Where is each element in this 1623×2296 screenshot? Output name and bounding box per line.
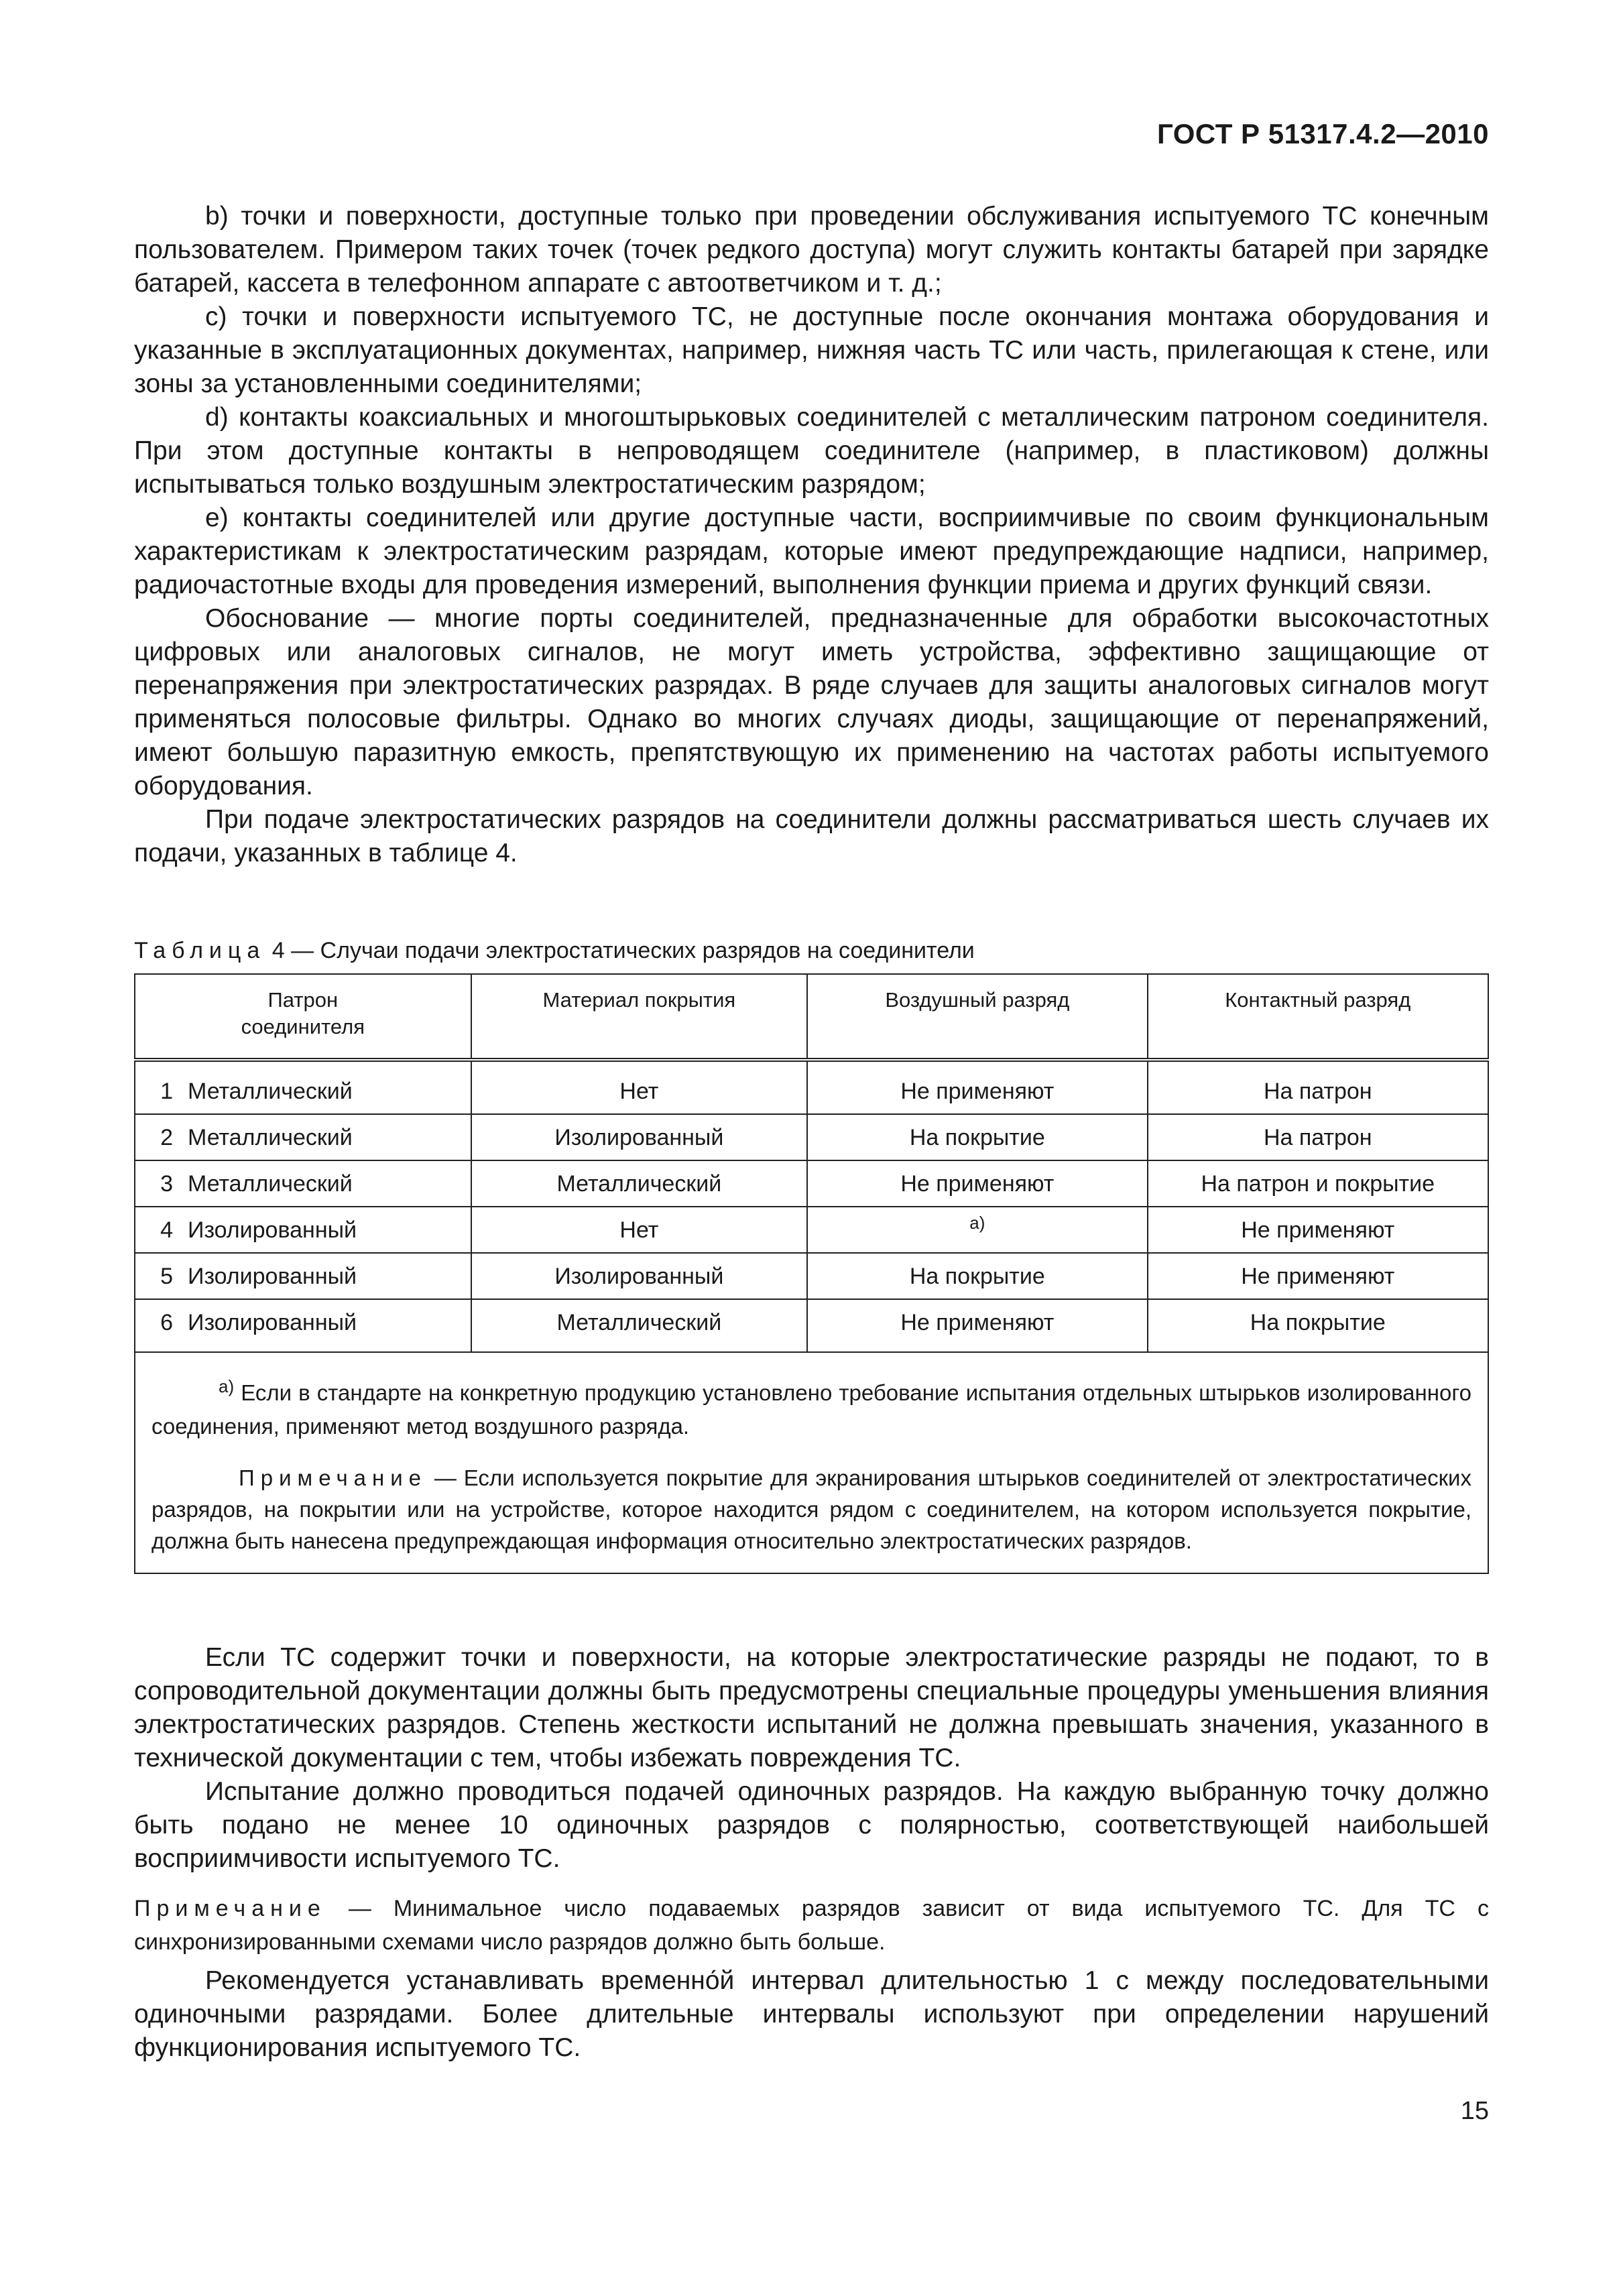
cell-coating: Изолированный: [471, 1253, 808, 1299]
cell-contact: На патрон: [1148, 1060, 1488, 1114]
cell-shell: [135, 1207, 471, 1253]
cell-air: На покрытие: [807, 1114, 1147, 1160]
cell-shell: [135, 1114, 471, 1160]
paragraph-c: c) точки и поверхности испытуемого ТС, не доступные после окончания монтажа оборудования и указанные в эксплуатационных документах, например, нижняя часть ТС или часть, прилегающая к стене, или зоны за установленными соединителями;: [134, 302, 1489, 398]
cell-contact: На патрон и покрытие: [1148, 1160, 1488, 1207]
table-row: [135, 1160, 1488, 1207]
cell-contact: Не применяют: [1148, 1207, 1488, 1253]
paragraph-rationale: Обоснование — многие порты соединителей, предназначенные для обработки высокочастотных цифровых или аналоговых сигналов, не могут иметь устройства, эффективно защищающие от перенапряжения при электростатических разрядах. В ряде случаев для защиты аналоговых сигналов могут применяться полосовые фильтры. Однако во многих случаях диоды, защищающие от перенапряжений, имеют большую паразитную емкость, препятствующую их применению на частотах работы испытуемого оборудования.: [134, 604, 1489, 800]
header-coating-material: Материал покрытия: [471, 974, 808, 1060]
paragraph-b: b) точки и поверхности, доступные только при проведении обслуживания испытуемого ТС конечным пользователем. Примером таких точек (точек редкого доступа) могут служить контакты батарей при зарядке батарей, кассета в телефонном аппарате с автоответчиком и т. д.;: [134, 202, 1489, 298]
cell-coating: Изолированный: [471, 1114, 808, 1160]
cell-coating: Нет: [471, 1060, 808, 1114]
header-air-discharge: Воздушный разряд: [807, 974, 1147, 1060]
cell-shell: [135, 1160, 471, 1207]
footnote-marker: а): [219, 1376, 235, 1396]
note2-label: Примечание: [134, 1896, 326, 1921]
footnote-ref: а): [969, 1212, 985, 1233]
cell-air: [807, 1207, 1147, 1253]
cell-coating: Металлический: [471, 1160, 808, 1207]
paragraph-e: e) контакты соединителей или другие доступные части, восприимчивые по своим функциональным характеристикам к электростатическим разрядам, которые имеют предупреждающие надписи, например, радиочастотные входы для проведения измерений, выполнения функции приема и других функций связи.: [134, 503, 1489, 599]
text-block-3: [134, 1964, 1489, 2065]
header-connector-shell: [135, 974, 471, 1060]
note-label: Примечание: [239, 1465, 428, 1490]
row-number: 1: [160, 1078, 173, 1104]
cell-air: Не применяют: [807, 1160, 1147, 1207]
table-row: [135, 1253, 1488, 1299]
cell-air: Не применяют: [807, 1299, 1147, 1352]
shell-value: Металлический: [188, 1170, 353, 1197]
table-footer: [135, 1352, 1488, 1573]
table-header-row: [135, 974, 1488, 1060]
cell-air: На покрытие: [807, 1253, 1147, 1299]
table-row: [135, 1060, 1488, 1114]
shell-value: Металлический: [188, 1124, 353, 1150]
discharge-cases-table: [134, 973, 1489, 1574]
row-number: 2: [160, 1124, 173, 1150]
table-row: [135, 1114, 1488, 1160]
text-block-2: [134, 1641, 1489, 1876]
cell-shell: [135, 1299, 471, 1352]
paragraph-d: d) контакты коаксиальных и многоштырьковых соединителей с металлическим патроном соединителя. При этом доступные контакты в непроводящем соединителе (например, в пластиковом) должны испытываться только воздушным электростатическим разрядом;: [134, 403, 1489, 499]
table-caption: [134, 936, 975, 965]
row-number: 3: [160, 1170, 173, 1197]
note-text: — Если используется покрытие для экранирования штырьков соединителей от электростатических разрядов, на покрытии или на устройстве, которое находится рядом с соединителем, на котором используется покрытие, должна быть нанесена предупреждающая информация относительно электростатических разрядов.: [152, 1465, 1471, 1553]
shell-value: Изолированный: [188, 1217, 357, 1243]
shell-value: Металлический: [188, 1078, 353, 1104]
table-caption-text: 4 — Случаи подачи электростатических разрядов на соединители: [265, 938, 975, 963]
note-min-discharges: [134, 1892, 1489, 1959]
cell-coating: Нет: [471, 1207, 808, 1253]
text-block-1: [134, 200, 1489, 870]
cell-contact: На патрон: [1148, 1114, 1488, 1160]
header-connector-shell-text: Патрон соединителя: [241, 988, 365, 1038]
standard-header: ГОСТ Р 51317.4.2—2010: [1157, 118, 1489, 149]
cell-shell: [135, 1060, 471, 1114]
header-contact-discharge: Контактный разряд: [1148, 974, 1488, 1060]
table-row: [135, 1299, 1488, 1352]
cell-contact: На покрытие: [1148, 1299, 1488, 1352]
shell-value: Изолированный: [188, 1309, 357, 1335]
footnote-text: Если в стандарте на конкретную продукцию установлено требование испытания отдельных штырьков изолированного соединения, применяют метод воздушного разряда.: [152, 1380, 1471, 1439]
paragraph-untested-points: Если ТС содержит точки и поверхности, на которые электростатические разряды не подают, то в сопроводительной документации должны быть предусмотрены специальные процедуры уменьшения влияния электростатических разрядов. Степень жесткости испытаний не должна превышать значения, указанного в технической документации с тем, чтобы избежать повреждения ТС.: [134, 1643, 1489, 1772]
page-number: 15: [1460, 2097, 1489, 2125]
table-row: [135, 1207, 1488, 1253]
paragraph-cases-intro: При подаче электростатических разрядов на соединители должны рассматриваться шесть случаев их подачи, указанных в таблице 4.: [134, 805, 1489, 867]
note-paragraph: [134, 1892, 1489, 1959]
table-caption-label: Таблица: [134, 938, 266, 963]
paragraph-interval: Рекомендуется устанавливать временно́й интервал длительностью 1 с между последовательными одиночными разрядами. Более длительные интервалы используют при определении нарушений функционирования испытуемого ТС.: [134, 1966, 1489, 2062]
cell-shell: [135, 1253, 471, 1299]
shell-value: Изолированный: [188, 1263, 357, 1289]
table-footnote: [152, 1377, 1471, 1442]
row-number: 4: [160, 1217, 173, 1243]
note2-text: — Минимальное число подаваемых разрядов зависит от вида испытуемого ТС. Для ТС с синхронизированными схемами число разрядов должно быть больше.: [134, 1896, 1489, 1955]
table-footer-row: [135, 1352, 1488, 1573]
cell-contact: Не применяют: [1148, 1253, 1488, 1299]
row-number: 5: [160, 1263, 173, 1289]
cell-coating: Металлический: [471, 1299, 808, 1352]
paragraph-single-discharges: Испытание должно проводиться подачей одиночных разрядов. На каждую выбранную точку должно быть подано не менее 10 одиночных разрядов с полярностью, соответствующей наибольшей восприимчивости испытуемого ТС.: [134, 1777, 1489, 1873]
table-note: [152, 1462, 1471, 1557]
cell-air: Не применяют: [807, 1060, 1147, 1114]
row-number: 6: [160, 1309, 173, 1335]
